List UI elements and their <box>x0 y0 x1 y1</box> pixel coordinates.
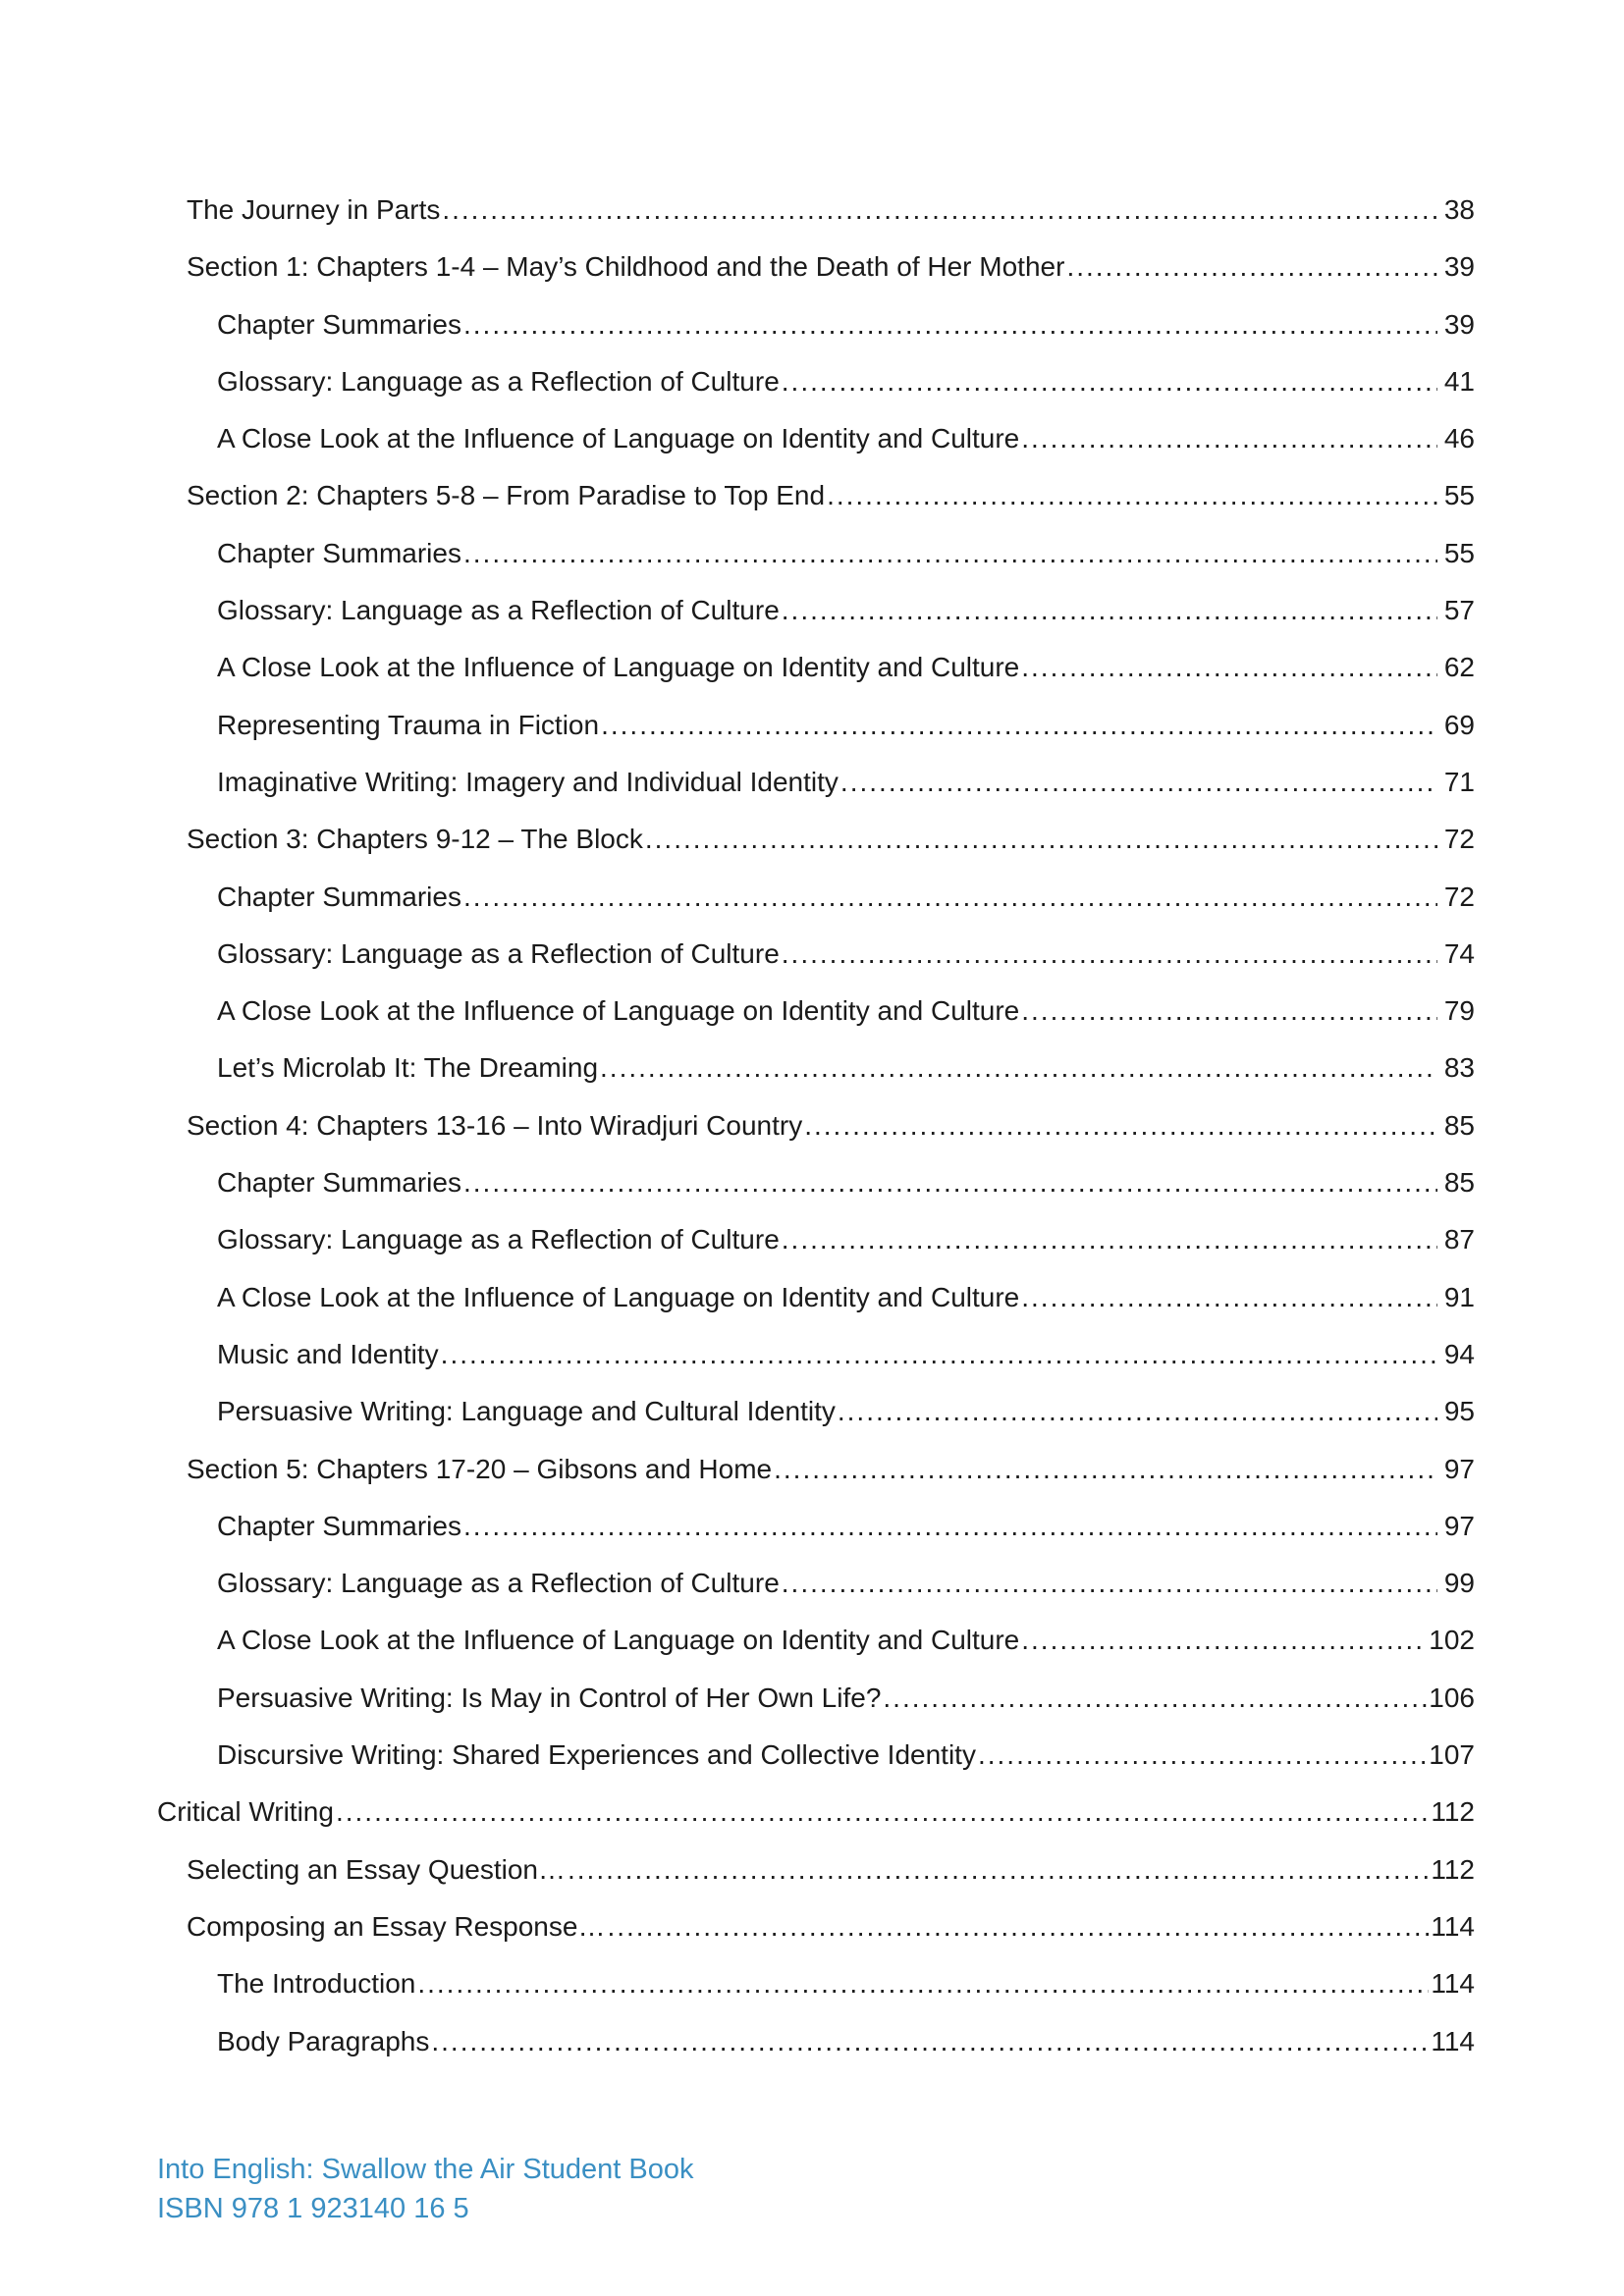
toc-entry-page-number: 41 <box>1443 365 1475 397</box>
toc-entry-title: Let’s Microlab It: The Dreaming <box>217 1052 599 1084</box>
toc-entry-title: Composing an Essay Response… <box>187 1910 606 1942</box>
toc-dot-leader <box>336 1794 1429 1830</box>
toc-dot-leader <box>442 192 1437 228</box>
toc-entry-title: A Close Look at the Influence of Language on Identity and Culture <box>217 995 1020 1027</box>
toc-dot-leader <box>782 364 1437 400</box>
toc-entry-page-number: 97 <box>1443 1510 1475 1541</box>
toc-entry-page-number: 85 <box>1443 1167 1475 1199</box>
toc-entry[interactable] <box>217 650 1475 707</box>
toc-entry-page-number: 87 <box>1443 1224 1475 1255</box>
toc-dot-leader <box>463 880 1437 915</box>
toc-dot-leader <box>1066 249 1437 285</box>
toc-entry-page-number: 112 <box>1431 1853 1475 1885</box>
toc-entry-title: Selecting an Essay Question… <box>187 1853 566 1885</box>
toc-entry[interactable] <box>217 421 1475 478</box>
toc-entry[interactable] <box>217 364 1475 421</box>
toc-entry-title: Glossary: Language as a Reflection of Culture <box>217 1568 780 1599</box>
toc-entry-title: Glossary: Language as a Reflection of Culture <box>217 937 780 969</box>
toc-entry-title: Persuasive Writing: Language and Cultural Identity <box>217 1396 836 1427</box>
toc-entry[interactable] <box>217 1966 1475 2023</box>
toc-entry[interactable] <box>217 1623 1475 1680</box>
toc-entry[interactable] <box>187 1909 1475 1966</box>
toc-dot-leader <box>1021 421 1437 456</box>
toc-dot-leader <box>1021 1623 1427 1658</box>
footer-isbn: ISBN 978 1 923140 16 5 <box>157 2193 469 2224</box>
toc-entry-title: Glossary: Language as a Reflection of Culture <box>217 1224 780 1255</box>
toc-dot-leader <box>601 708 1437 743</box>
toc-dot-leader <box>827 478 1437 513</box>
toc-entry-page-number: 83 <box>1443 1052 1475 1084</box>
table-of-contents <box>0 192 1624 2081</box>
toc-entry-title: The Introduction <box>217 1968 416 2000</box>
toc-entry-page-number: 112 <box>1431 1796 1475 1828</box>
toc-entry-title: Discursive Writing: Shared Experiences and Collective Identity <box>217 1739 976 1771</box>
toc-entry-title: A Close Look at the Influence of Language on Identity and Culture <box>217 1281 1020 1312</box>
toc-entry[interactable] <box>217 1337 1475 1394</box>
toc-entry-page-number: 55 <box>1443 537 1475 568</box>
toc-entry-page-number: 57 <box>1443 595 1475 626</box>
toc-entry-title: Chapter Summaries <box>217 537 461 568</box>
toc-entry[interactable] <box>217 1566 1475 1623</box>
toc-entry-title: A Close Look at the Influence of Language on Identity and Culture <box>217 1625 1020 1656</box>
toc-entry-page-number: 71 <box>1443 766 1475 797</box>
toc-entry[interactable] <box>187 1108 1475 1165</box>
toc-dot-leader <box>600 1050 1437 1086</box>
toc-entry-title: Glossary: Language as a Reflection of Culture <box>217 595 780 626</box>
toc-entry[interactable] <box>217 1681 1475 1737</box>
toc-entry-title: Critical Writing <box>157 1796 334 1828</box>
toc-entry[interactable] <box>217 1737 1475 1794</box>
toc-dot-leader <box>782 936 1437 972</box>
toc-entry[interactable] <box>217 1222 1475 1279</box>
toc-entry[interactable] <box>217 2024 1475 2081</box>
toc-dot-leader <box>804 1108 1437 1144</box>
toc-entry[interactable] <box>187 1852 1475 1909</box>
toc-entry-page-number: 99 <box>1443 1568 1475 1599</box>
toc-entry-page-number: 114 <box>1431 1910 1475 1942</box>
toc-entry[interactable] <box>217 593 1475 650</box>
toc-entry[interactable] <box>157 1794 1475 1851</box>
toc-dot-leader <box>463 1165 1437 1201</box>
toc-entry-title: Section 1: Chapters 1-4 – May’s Childhood and the Death of Her Mother <box>187 251 1065 283</box>
toc-entry-page-number: 38 <box>1443 194 1475 225</box>
toc-dot-leader <box>645 822 1437 857</box>
toc-entry-title: Chapter Summaries <box>217 308 461 340</box>
toc-entry-page-number: 79 <box>1443 995 1475 1027</box>
toc-dot-leader <box>782 1222 1437 1257</box>
toc-entry-page-number: 85 <box>1443 1109 1475 1141</box>
toc-entry-title: A Close Look at the Influence of Language on Identity and Culture <box>217 652 1020 683</box>
toc-dot-leader <box>441 1337 1437 1372</box>
toc-dot-leader <box>1021 1280 1437 1315</box>
toc-dot-leader <box>607 1909 1429 1945</box>
toc-entry[interactable] <box>217 708 1475 765</box>
footer-book-title: Into English: Swallow the Air Student Book <box>157 2154 694 2185</box>
toc-entry[interactable] <box>187 1452 1475 1509</box>
toc-dot-leader <box>431 2024 1429 2059</box>
toc-entry[interactable] <box>217 1394 1475 1451</box>
toc-entry-page-number: 97 <box>1443 1453 1475 1484</box>
toc-entry-page-number: 95 <box>1443 1396 1475 1427</box>
toc-entry[interactable] <box>187 192 1475 249</box>
toc-dot-leader <box>463 307 1437 343</box>
toc-dot-leader <box>417 1966 1429 2002</box>
toc-entry-title: The Journey in Parts <box>187 194 441 225</box>
toc-entry-page-number: 106 <box>1429 1682 1475 1713</box>
toc-entry[interactable] <box>217 1280 1475 1337</box>
toc-entry-page-number: 102 <box>1429 1625 1475 1656</box>
toc-entry[interactable] <box>217 880 1475 936</box>
toc-entry[interactable] <box>217 936 1475 993</box>
toc-entry-title: Representing Trauma in Fiction <box>217 709 600 740</box>
toc-entry[interactable] <box>217 1165 1475 1222</box>
toc-entry-title: Section 5: Chapters 17-20 – Gibsons and Home <box>187 1453 773 1484</box>
toc-entry-title: Chapter Summaries <box>217 1167 461 1199</box>
page-footer <box>157 2150 693 2228</box>
toc-entry[interactable] <box>187 822 1475 879</box>
toc-entry-page-number: 94 <box>1443 1338 1475 1369</box>
toc-entry[interactable] <box>217 993 1475 1050</box>
toc-entry-page-number: 39 <box>1443 308 1475 340</box>
toc-entry-title: Section 4: Chapters 13-16 – Into Wiradjuri Country <box>187 1109 803 1141</box>
toc-dot-leader <box>463 1509 1437 1544</box>
toc-dot-leader <box>782 1566 1437 1601</box>
toc-entry-page-number: 39 <box>1443 251 1475 283</box>
toc-entry-title: A Close Look at the Influence of Language on Identity and Culture <box>217 423 1020 454</box>
toc-dot-leader <box>1021 993 1437 1029</box>
toc-entry-title: Section 2: Chapters 5-8 – From Paradise to Top End <box>187 480 826 511</box>
toc-entry-page-number: 69 <box>1443 709 1475 740</box>
toc-entry[interactable] <box>187 249 1475 306</box>
toc-entry[interactable] <box>217 536 1475 593</box>
toc-entry-title: Chapter Summaries <box>217 881 461 912</box>
toc-entry-title: Glossary: Language as a Reflection of Culture <box>217 365 780 397</box>
toc-entry-page-number: 74 <box>1443 937 1475 969</box>
toc-dot-leader <box>568 1852 1429 1888</box>
toc-entry-page-number: 46 <box>1443 423 1475 454</box>
toc-dot-leader <box>883 1681 1427 1716</box>
toc-dot-leader <box>463 536 1437 571</box>
toc-entry-page-number: 91 <box>1443 1281 1475 1312</box>
toc-entry[interactable] <box>187 478 1475 535</box>
toc-dot-leader <box>774 1452 1437 1487</box>
toc-entry-title: Imaginative Writing: Imagery and Individual Identity <box>217 766 839 797</box>
toc-dot-leader <box>978 1737 1427 1773</box>
toc-dot-leader <box>1021 650 1437 685</box>
toc-entry[interactable] <box>217 765 1475 822</box>
toc-entry[interactable] <box>217 307 1475 364</box>
toc-dot-leader <box>840 765 1437 800</box>
toc-entry-page-number: 72 <box>1443 824 1475 855</box>
toc-entry-page-number: 114 <box>1431 2025 1475 2056</box>
toc-entry[interactable] <box>217 1509 1475 1566</box>
toc-entry-page-number: 114 <box>1431 1968 1475 2000</box>
toc-entry-title: Music and Identity <box>217 1338 439 1369</box>
toc-entry-title: Section 3: Chapters 9-12 – The Block <box>187 824 643 855</box>
toc-entry-page-number: 72 <box>1443 881 1475 912</box>
toc-entry-title: Body Paragraphs <box>217 2025 430 2056</box>
toc-entry[interactable] <box>217 1050 1475 1107</box>
toc-entry-page-number: 55 <box>1443 480 1475 511</box>
toc-entry-page-number: 62 <box>1443 652 1475 683</box>
toc-dot-leader <box>782 593 1437 628</box>
toc-dot-leader <box>838 1394 1437 1429</box>
toc-entry-title: Persuasive Writing: Is May in Control of Her Own Life? <box>217 1682 882 1713</box>
toc-entry-page-number: 107 <box>1429 1739 1475 1771</box>
toc-entry-title: Chapter Summaries <box>217 1510 461 1541</box>
